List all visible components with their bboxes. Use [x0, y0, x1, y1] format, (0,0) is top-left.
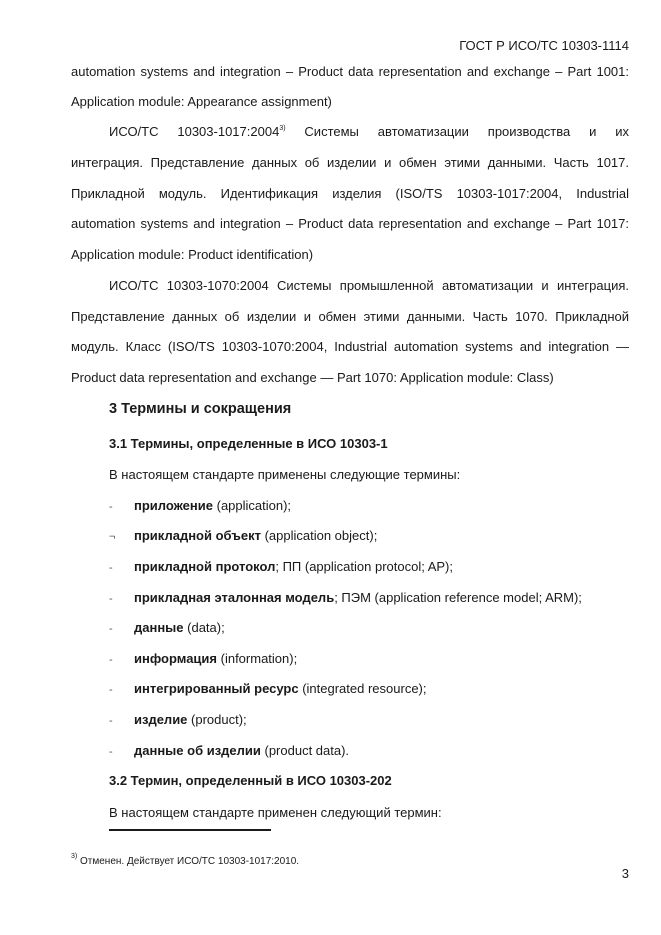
- term-detail: ; ПП (application protocol; AP);: [275, 559, 454, 574]
- list-bullet: -: [109, 746, 113, 758]
- subsection-heading: 3.1 Термины, определенные в ИСО 10303-1: [109, 436, 388, 451]
- text-line: Представление данных об изделии и обмен этими данными. Часть 1070. Прикладной: [71, 309, 629, 324]
- term: прикладной протокол: [134, 559, 276, 574]
- list-item: [109, 498, 291, 513]
- page-header: ГОСТ Р ИСО/ТС 10303-1114: [459, 38, 629, 53]
- list-bullet: -: [109, 684, 113, 696]
- term: информация: [134, 651, 218, 666]
- footnote-separator: [109, 829, 271, 831]
- term: данные: [134, 620, 184, 635]
- term: прикладной объект: [134, 528, 261, 543]
- list-bullet: -: [109, 623, 113, 635]
- paragraph: В настоящем стандарте применены следующие термины:: [109, 467, 461, 482]
- term: прикладная эталонная модель: [134, 590, 335, 605]
- list-item: [109, 712, 247, 727]
- text-line: Application module: Product identification): [71, 247, 314, 262]
- term: приложение: [134, 498, 213, 513]
- term-detail: (product data).: [260, 743, 350, 758]
- list-bullet: -: [109, 654, 113, 666]
- page-number: 3: [621, 866, 629, 881]
- term-detail: (product);: [187, 712, 247, 727]
- list-item: [109, 559, 453, 574]
- term-detail: (application object);: [260, 528, 378, 543]
- text-line: ИСО/ТС 10303-1070:2004 Системы промышленной автоматизации и интеграция.: [109, 278, 629, 293]
- term: данные об изделии: [134, 743, 261, 758]
- term-detail: ; ПЭМ (application reference model; ARM);: [334, 590, 582, 605]
- list-bullet: -: [109, 593, 113, 605]
- list-bullet: ¬: [109, 531, 116, 543]
- text-span: Системы автоматизации производства и их: [285, 124, 630, 139]
- term-detail: (application);: [213, 498, 292, 513]
- text-span: ИСО/ТС 10303-1017:2004: [109, 124, 280, 139]
- list-item: [109, 620, 225, 635]
- term-detail: (integrated resource);: [298, 681, 427, 696]
- list-bullet: -: [109, 715, 113, 727]
- list-bullet: -: [109, 562, 113, 574]
- term-detail: (information);: [217, 651, 298, 666]
- list-item: [109, 743, 349, 758]
- footnote-text: Отменен. Действует ИСО/ТС 10303-1017:2010.: [77, 856, 300, 867]
- list-item: [109, 528, 377, 543]
- list-item: [109, 651, 297, 666]
- footnote-marker: 3): [71, 853, 78, 860]
- text-line: [109, 124, 629, 139]
- text-line: модуль. Класс (ISO/TS 10303-1070:2004, Industrial automation systems and integration —: [71, 339, 629, 354]
- term-detail: (data);: [183, 620, 225, 635]
- subsection-heading: 3.2 Термин, определенный в ИСО 10303-202: [109, 773, 392, 788]
- footnote: [71, 853, 299, 867]
- term: изделие: [134, 712, 188, 727]
- list-item: [109, 590, 582, 605]
- list-item: [109, 681, 427, 696]
- list-bullet: -: [109, 501, 113, 513]
- paragraph: В настоящем стандарте применен следующий термин:: [109, 805, 442, 820]
- text-line: automation systems and integration – Product data representation and exchange – Part 1017:: [71, 216, 629, 231]
- text-line: automation systems and integration – Product data representation and exchange – Part 1001:: [71, 64, 629, 79]
- text-line: интеграция. Представление данных об изделии и обмен этими данными. Часть 1017.: [71, 155, 629, 170]
- footnote-ref: 3): [279, 125, 286, 132]
- section-heading: 3 Термины и сокращения: [109, 401, 292, 417]
- term: интегрированный ресурс: [134, 681, 299, 696]
- text-line: Application module: Appearance assignment): [71, 94, 332, 109]
- text-line: Прикладной модуль. Идентификация изделия (ISO/TS 10303-1017:2004, Industrial: [71, 186, 629, 201]
- text-line: Product data representation and exchange — Part 1070: Application module: Class): [71, 370, 554, 385]
